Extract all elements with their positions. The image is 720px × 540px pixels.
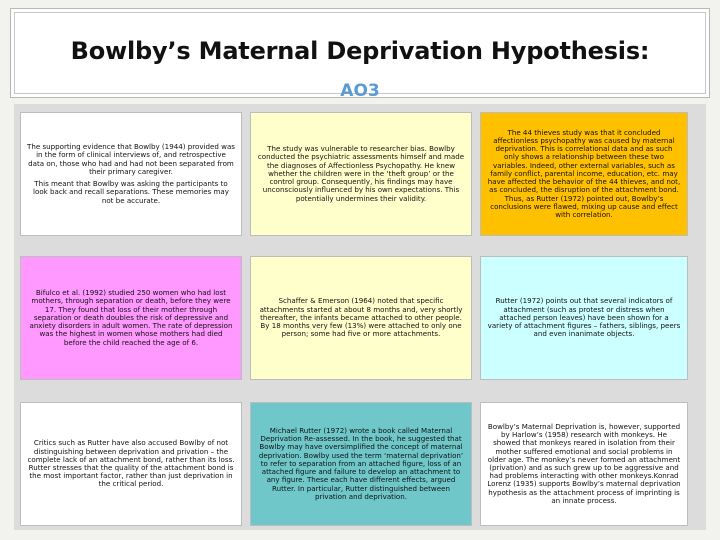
card-text: Critics such as Rutter have also accused Bowlby of not distinguishing between deprivation and privation – the complete lack of an attachment bond, rather than its loss. Rutter stresses that the quality of the attachment bond is the most important factor, rather than just deprivation in the critical period.: [27, 438, 235, 489]
card-harlow-support: [480, 402, 688, 526]
card-text: The study was vulnerable to researcher bias. Bowlby conducted the psychiatric assessments himself and made the diagnoses of Affectionless Psychopathy. He knew whether the children were in the ‘theft group’ or the control group. Consequently, his findings may have unconsciously influenced by his own expectations. This potentially undermines their validity.: [257, 144, 465, 203]
card-bifulco-study: [20, 256, 242, 380]
card-text: The supporting evidence that Bowlby (1944) provided was in the form of clinical interviews of, and retrospective data on, those who had and had not been separated from their primary caregiver.: [27, 142, 236, 176]
card-text: Bifulco et al. (1992) studied 250 women who had lost mothers, through separation or death, before they were 17. They found that loss of their mother through separation or death doubles the risk of depressive and anxiety disorders in adult women. The rate of depression was the highest in women whose mothers had died before the child reached the age of 6.: [29, 288, 233, 347]
card-researcher-bias: [250, 112, 472, 236]
card-schaffer-emerson: [250, 256, 472, 380]
card-deprivation-privation: [20, 402, 242, 526]
card-text: Bowlby’s Maternal Deprivation is, however, supported by Harlow’s (1958) research with monkeys. He showed that monkeys reared in isolation from their mother suffered emotional and social problems in older age. The monkey’s never formed an attachment (privation) and as such grew up to be aggressive and had problems interacting with other monkeys.Konrad Lorenz (1935) supports Bowlby’s maternal deprivation hypothesis as the attachment process of imprinting is an innate process.: [487, 421, 681, 505]
card-text: Schaffer & Emerson (1964) noted that specific attachments started at about 8 months and, very shortly thereafter, the infants became attached to other people. By 18 months very few (13%) were attached to only one person; some had five or more attachments.: [259, 296, 463, 339]
card-rutter-attachment-figures: [480, 256, 688, 380]
slide-title: Bowlby’s Maternal Deprivation Hypothesis:: [70, 37, 650, 65]
card-correlational-data: [480, 112, 688, 236]
card-text: The 44 thieves study was that it concluded affectionless psychopathy was caused by maternal deprivation. This is correlational data and as such only shows a relationship between these two variables. Indeed, other external variables, such as family conflict, parental income, education, etc. may have affected the behavior of the 44 thieves, and not, as concluded, the disruption of the attachment bond. Thus, as Rutter (1972) pointed out, Bowlby’s conclusions were flawed, mixing up cause and effect with correlation.: [487, 127, 681, 219]
title-box: [14, 12, 706, 101]
card-text: Michael Rutter (1972) wrote a book called Maternal Deprivation Re-assessed. In the book, he suggested that Bowlby may have oversimplified the concept of maternal deprivation. Bowlby used the term ‘maternal deprivation’ to refer to separation from an attached figure, loss of an attached figure and failure to develop an attachment to any figure. These each have different effects, argued Rutter. In particular, Rutter distinguished between privation and deprivation.: [258, 426, 464, 501]
card-text: Rutter (1972) points out that several indicators of attachment (such as protest or distress when attached person leaves) have been shown for a variety of attachment figures – fathers, siblings, peers and even inanimate objects.: [487, 296, 681, 339]
slide-subtitle: AO3: [340, 81, 380, 101]
card-rutter-reassessed: [250, 402, 472, 526]
card-text: This meant that Bowlby was asking the participants to look back and recall separations. These memories may not be accurate.: [33, 179, 229, 205]
card-retrospective-data: [20, 112, 242, 236]
